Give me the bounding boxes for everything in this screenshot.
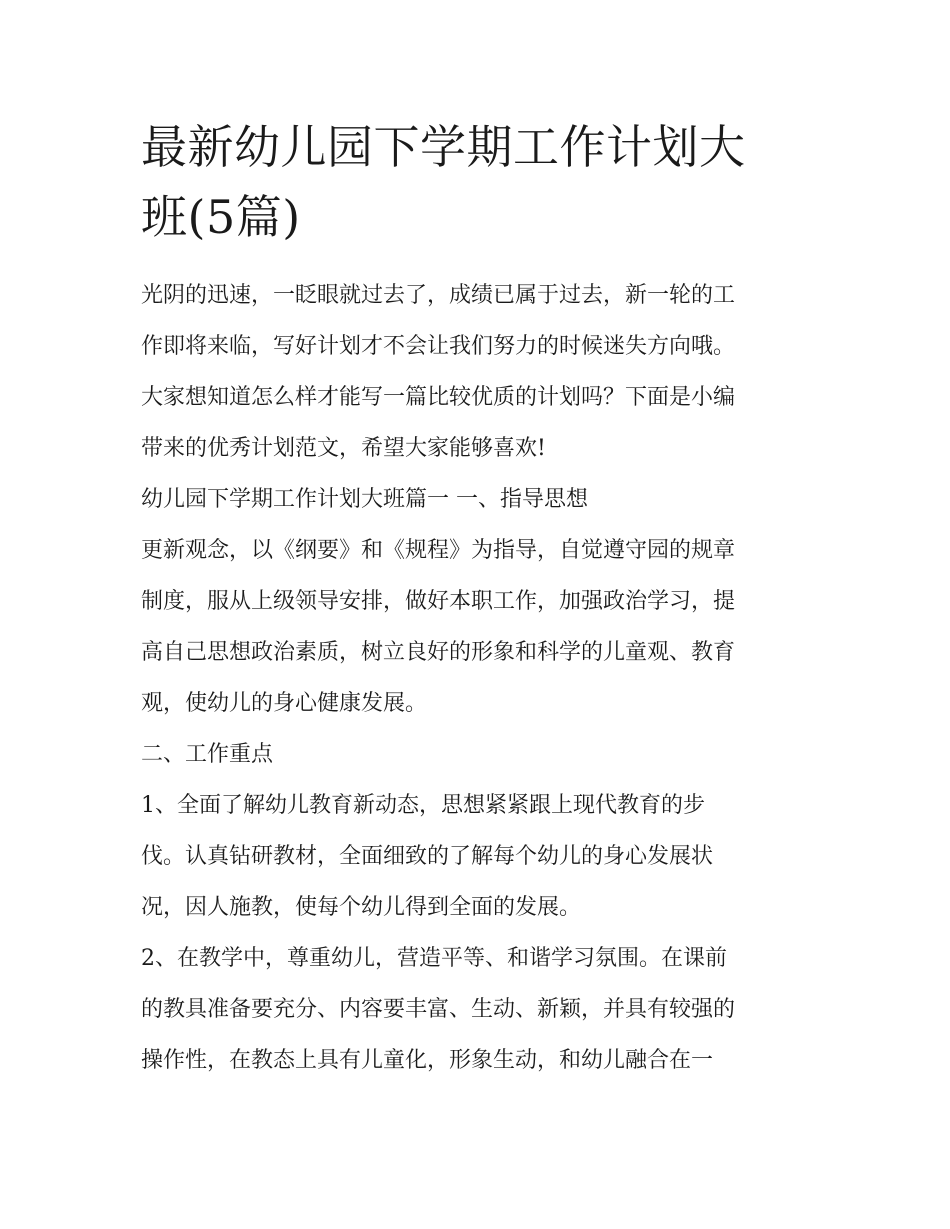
body-line-8: 高自己思想政治素质，树立良好的形象和科学的儿童观、教育: [141, 640, 736, 665]
body-line-13: 况，因人施教，使每个幼儿得到全面的发展。: [141, 895, 582, 920]
body-line-16: 操作性，在教态上具有儿童化，形象生动，和幼儿融合在一: [141, 1048, 714, 1073]
section-heading-1: 幼儿园下学期工作计划大班篇一 一、指导思想: [141, 487, 588, 512]
document-body: [141, 270, 813, 1086]
body-line-3: 大家想知道怎么样才能写一篇比较优质的计划吗？下面是小编: [141, 385, 736, 410]
body-line-6: 更新观念，以《纲要》和《规程》为指导，自觉遵守园的规章: [141, 538, 736, 563]
title-line-2: 班(5篇): [141, 190, 301, 244]
body-line-12: 伐。认真钻研教材，全面细致的了解每个幼儿的身心发展状: [141, 844, 714, 869]
document-title: [141, 112, 813, 252]
document-content: [141, 112, 813, 1086]
title-line-1: 最新幼儿园下学期工作计划大: [141, 120, 746, 174]
section-heading-2: 二、工作重点: [141, 742, 274, 767]
body-line-7: 制度，服从上级领导安排，做好本职工作，加强政治学习，提: [141, 589, 736, 614]
body-line-15: 的教具准备要充分、内容要丰富、生动、新颖，并具有较强的: [141, 997, 736, 1022]
body-line-1: 光阴的迅速，一眨眼就过去了，成绩已属于过去，新一轮的工: [141, 283, 736, 308]
body-line-11: 1、全面了解幼儿教育新动态，思想紧紧跟上现代教育的步: [141, 793, 705, 818]
body-line-14: 2、在教学中，尊重幼儿，营造平等、和谐学习氛围。在课前: [141, 946, 727, 971]
body-line-9: 观，使幼儿的身心健康发展。: [141, 691, 428, 716]
body-line-2: 作即将来临，写好计划才不会让我们努力的时候迷失方向哦。: [141, 334, 736, 359]
body-line-4: 带来的优秀计划范文，希望大家能够喜欢!: [141, 436, 546, 461]
